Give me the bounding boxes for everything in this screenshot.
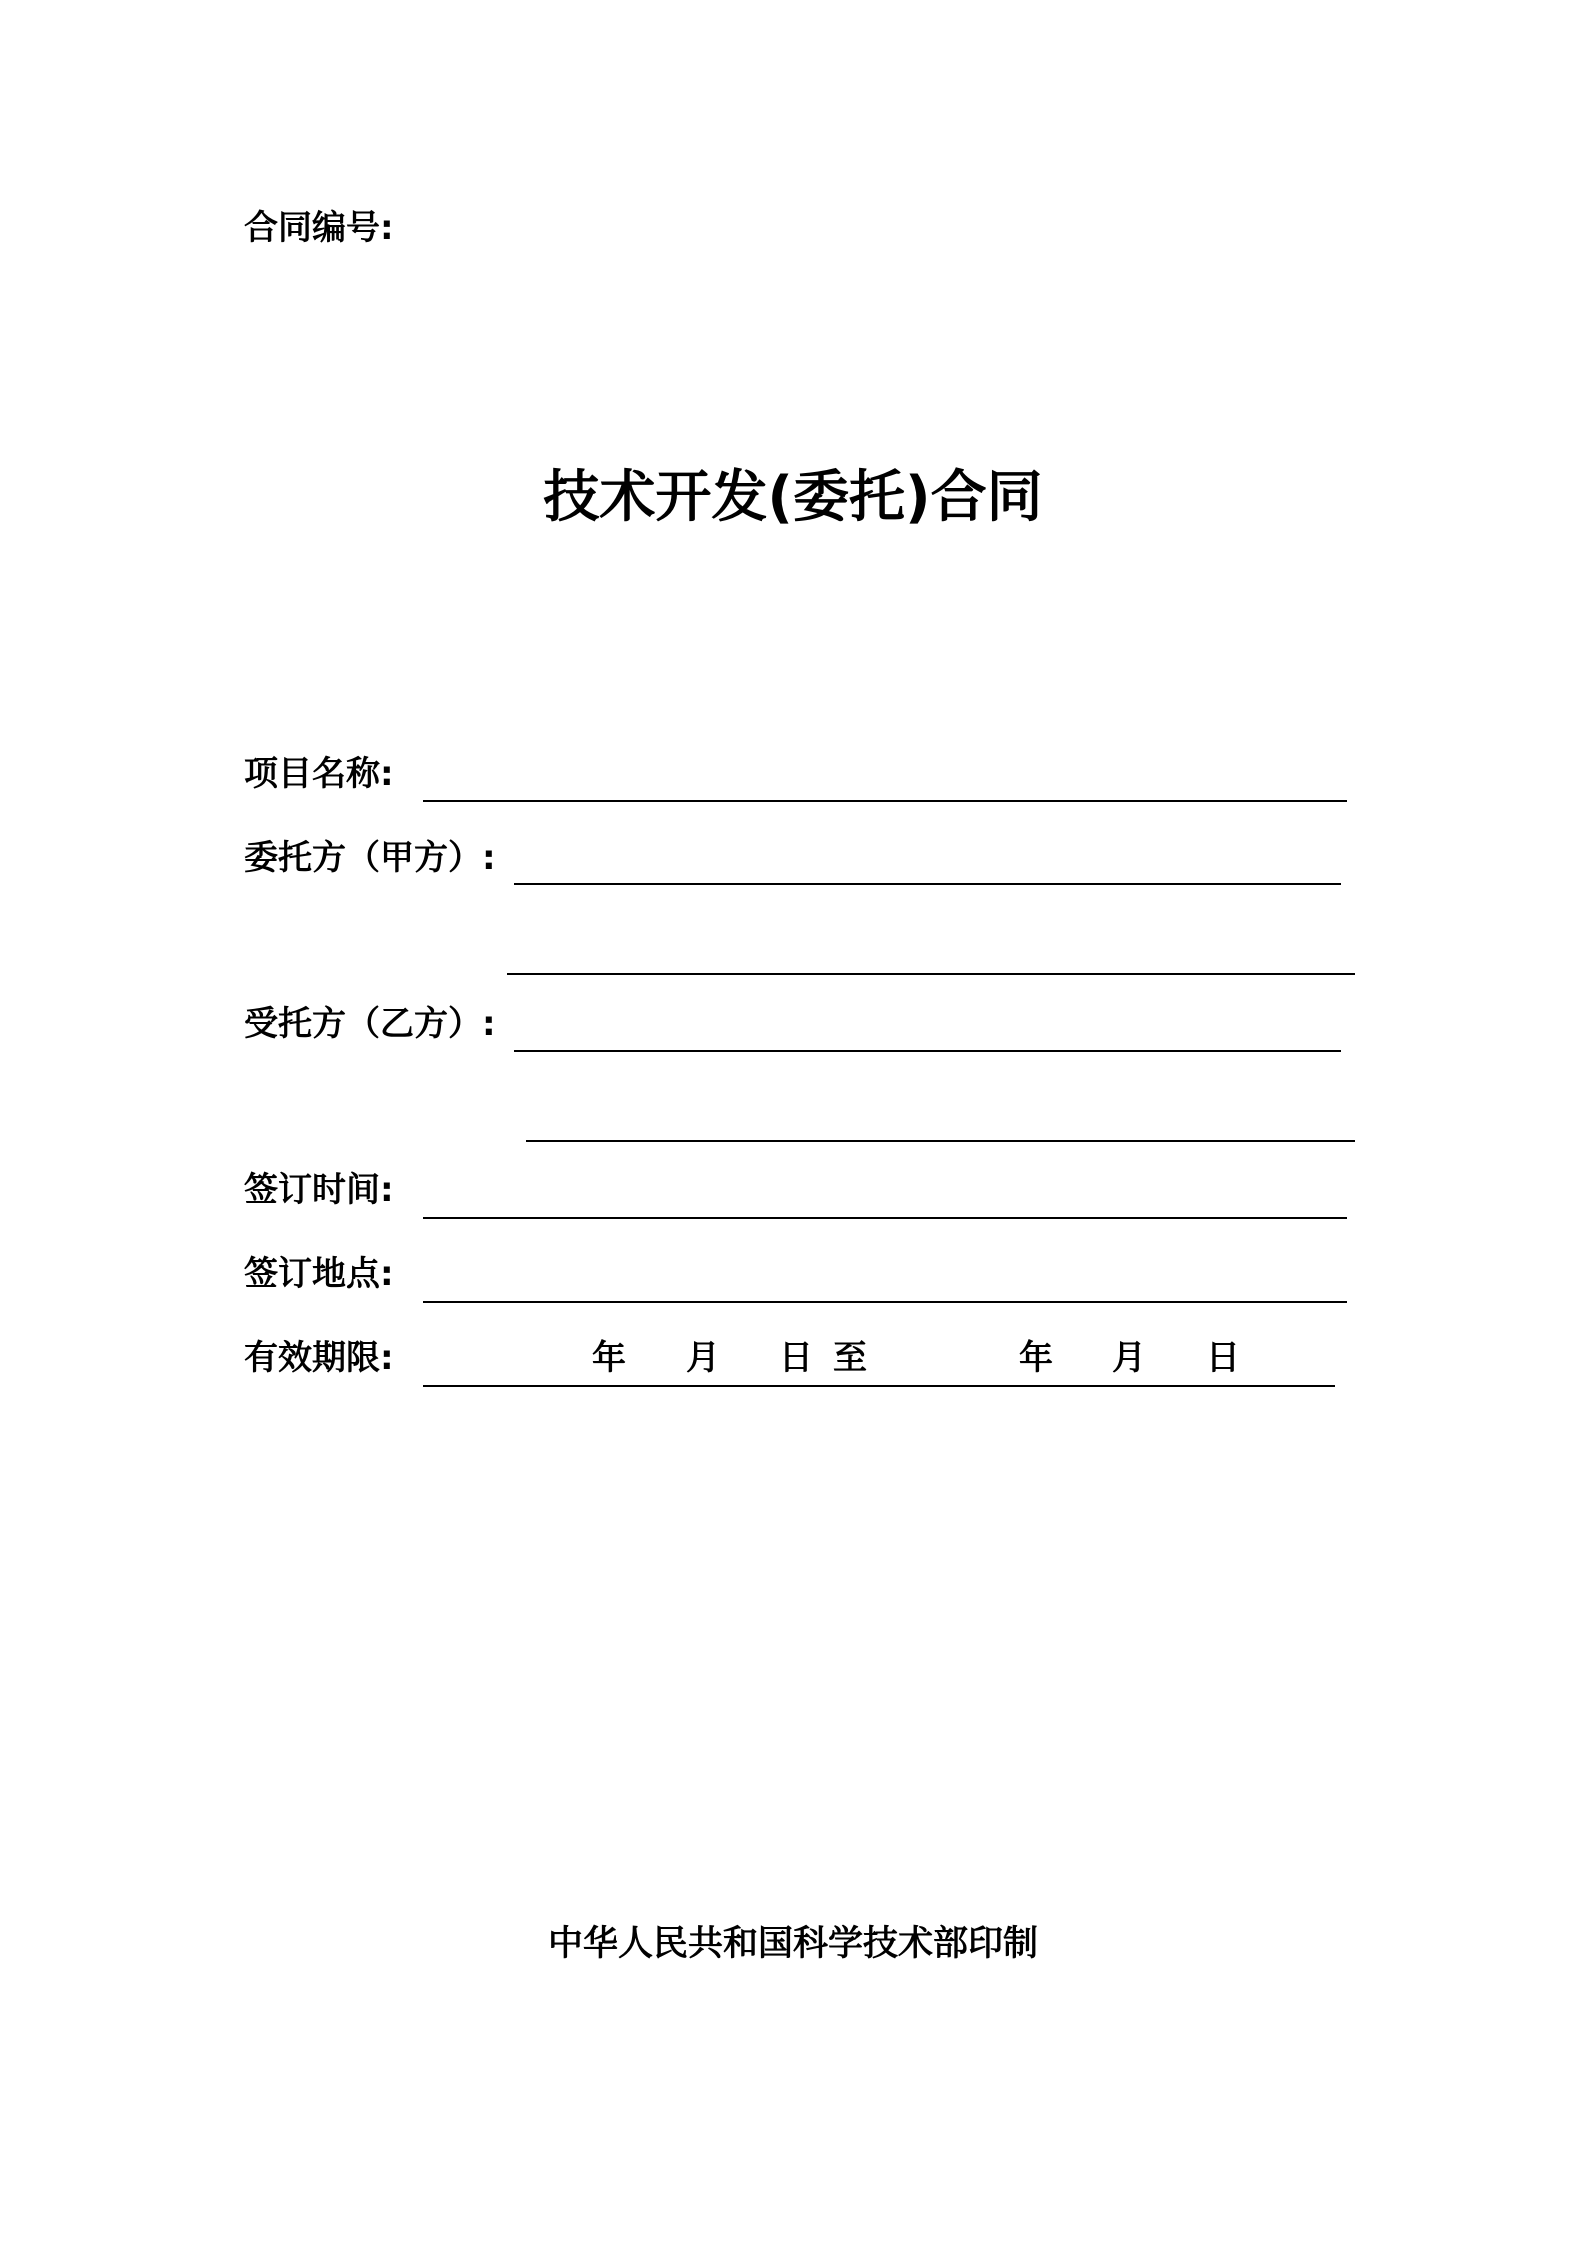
document-title: 技术开发(委托)合同: [543, 465, 1043, 530]
contractor-label: 受托方（乙方）:: [244, 1004, 496, 1044]
validity-end-day-unit: 日: [1206, 1338, 1240, 1378]
sign-time-field[interactable]: [423, 1217, 1347, 1219]
validity-start-day-unit: 日: [779, 1338, 813, 1378]
validity-end-month-unit: 月: [1112, 1338, 1146, 1378]
contract-number-label: 合同编号:: [244, 208, 394, 248]
validity-field[interactable]: [423, 1385, 1335, 1387]
sign-time-label: 签订时间:: [244, 1170, 394, 1210]
validity-start-month-unit: 月: [686, 1338, 720, 1378]
publisher-footer: 中华人民共和国科学技术部印制: [547, 1924, 1038, 1964]
client-field-line2[interactable]: [507, 973, 1355, 975]
client-field[interactable]: [514, 883, 1341, 885]
client-label: 委托方（甲方）:: [244, 838, 496, 878]
project-name-field[interactable]: [423, 800, 1347, 802]
validity-end-year-unit: 年: [1019, 1338, 1053, 1378]
validity-to: 至: [833, 1338, 867, 1378]
contractor-field-line2[interactable]: [526, 1140, 1355, 1142]
validity-start-year-unit: 年: [592, 1338, 626, 1378]
sign-place-field[interactable]: [423, 1301, 1347, 1303]
contractor-field[interactable]: [514, 1050, 1341, 1052]
validity-label: 有效期限:: [244, 1338, 394, 1378]
sign-place-label: 签订地点:: [244, 1254, 394, 1294]
project-name-label: 项目名称:: [244, 754, 394, 794]
